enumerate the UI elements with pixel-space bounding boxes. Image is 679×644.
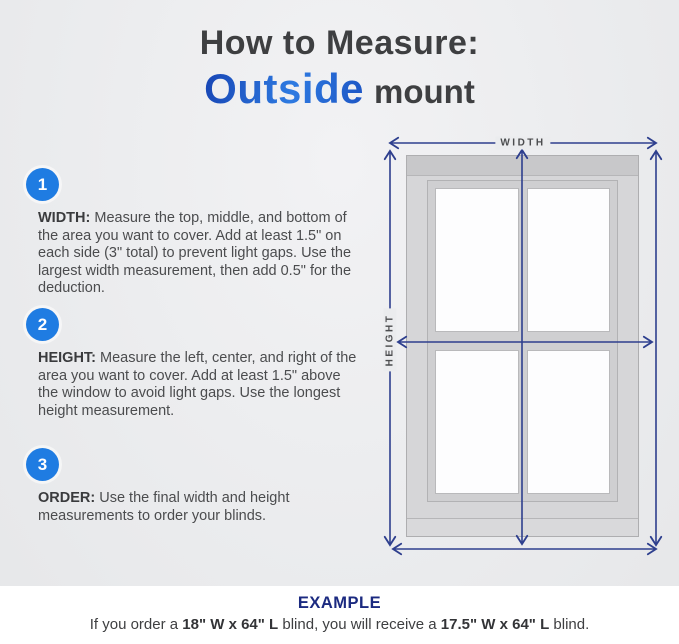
example-size-ordered: 18" W x 64" L <box>182 616 279 633</box>
window-sash-frame <box>427 180 618 502</box>
example-size-received: 17.5" W x 64" L <box>440 616 550 633</box>
title-block <box>0 24 679 113</box>
step-width <box>26 168 364 298</box>
step-3-text <box>26 490 364 525</box>
window-pane-bottom-left <box>435 350 519 494</box>
step-1-label: WIDTH: <box>38 210 91 226</box>
step-3-badge: 3 <box>26 448 59 481</box>
example-part1: If you order a <box>89 616 183 633</box>
window-sill <box>407 518 638 536</box>
step-1-badge: 1 <box>26 168 59 201</box>
window-top-frame <box>407 156 638 176</box>
step-3-label: ORDER: <box>38 490 96 506</box>
step-2-label: HEIGHT: <box>38 350 96 366</box>
step-1-body: Measure the top, middle, and bottom of the area you want to cover. Add at least 1.5" on each side (3" total) to prevent light gaps. Use the largest width measurement, then add 0.5" for the deduction. <box>38 210 352 296</box>
width-dimension-label: WIDTH <box>495 137 550 150</box>
example-footer <box>0 586 679 644</box>
page-subtitle <box>0 65 679 113</box>
window-casing <box>406 155 639 537</box>
example-part3: blind. <box>549 616 590 633</box>
example-part2: blind, you will receive a <box>278 616 441 633</box>
example-sentence <box>0 616 679 633</box>
window-pane-bottom-right <box>527 350 611 494</box>
example-heading: EXAMPLE <box>297 594 382 612</box>
mount-type-suffix: mount <box>374 73 475 110</box>
page-title: How to Measure: <box>199 24 480 62</box>
step-2-body: Measure the left, center, and right of the area you want to cover. Add at least 1.5" above the window to avoid light gaps. Use the longest height measurement. <box>38 350 357 419</box>
window-pane-top-right <box>527 188 611 332</box>
window-panes <box>435 188 610 494</box>
window-measurement-diagram <box>380 135 675 565</box>
step-order <box>26 448 364 525</box>
step-2-badge: 2 <box>26 308 59 341</box>
window-pane-top-left <box>435 188 519 332</box>
step-height <box>26 308 364 420</box>
step-2-text <box>26 350 364 420</box>
step-3-body: Use the final width and height measurements to order your blinds. <box>38 490 290 524</box>
mount-type-highlight: Outside <box>204 65 365 112</box>
height-dimension-label: HEIGHT <box>384 309 397 372</box>
step-1-text <box>26 210 364 298</box>
